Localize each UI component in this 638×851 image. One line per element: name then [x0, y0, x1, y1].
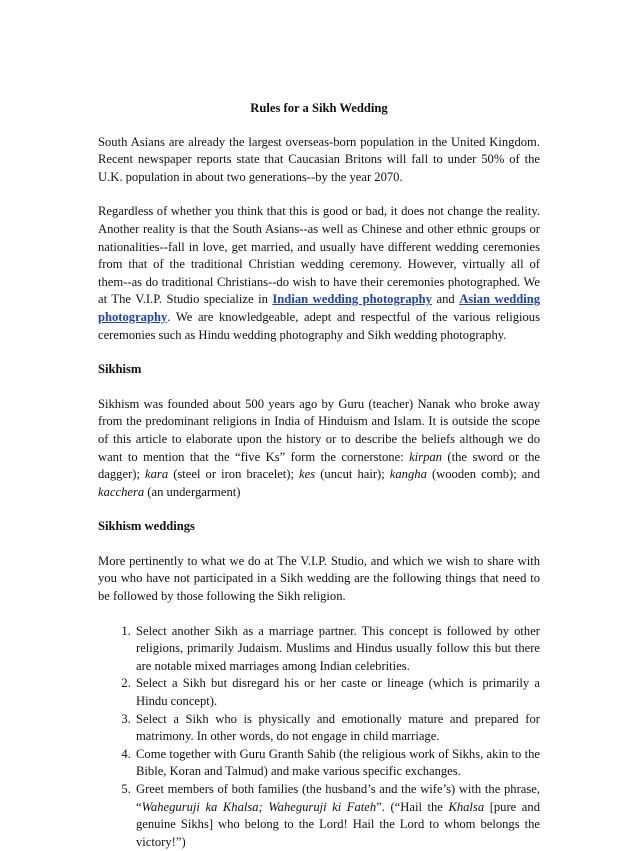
sikhism-text-c: (steel or iron bracelet); [168, 467, 300, 482]
studio-text-a: Regardless of whether you think that this is good or bad, it does not change the reality. Another reality is that the South Asians--as well as Chinese and other ethnic groups or nationalities--fall in love, get married, and usually have different wedding ceremonies from that of the traditional Christian wedding ceremony. However, virtually all of them--as do traditional Christians--do wish to have their ceremonies photographed. We at The V.I.P. Studio specialize in [98, 204, 540, 307]
term-kangha: kangha [389, 467, 427, 482]
sikhism-text-f: (an undergarment) [144, 484, 241, 499]
sikhism-text-a: Sikhism was founded about 500 years ago by Guru (teacher) Nanak who broke away from the predominant religions in India of Hinduism and Islam. It is outside the scope of this article to elaborate upon the history or to describe the beliefs although we do want to mention that the “five Ks” form the cornerstone: [98, 396, 540, 464]
sikhism-weddings-heading: Sikhism weddings [98, 519, 195, 534]
item5-text-a: Greet members of both families (the husband’s and the wife’s) with the phrase, “ [136, 782, 540, 814]
sikhism-text-e: (wooden comb); and [426, 467, 540, 482]
sikhism-text-d: (uncut hair); [315, 467, 390, 482]
list-item: 4. Come together with Guru Granth Sahib (the religious work of Sikhs, akin to the Bible, Koran and Talmud) and make various specific exchanges. [134, 746, 540, 781]
term-kes: kes [299, 467, 316, 482]
term-kacchera: kacchera [98, 484, 145, 499]
sikh-greeting-phrase: Waheguruji ka Khalsa; Waheguruji ki Fateh [141, 799, 377, 814]
asian-wedding-photography-link[interactable]: Asian wedding photography [98, 292, 540, 324]
studio-text-b: and [431, 292, 460, 307]
document-title: Rules for a Sikh Wedding [250, 101, 388, 115]
weddings-intro-paragraph: More pertinently to what we do at The V.I.P. Studio, and which we wish to share with you who have not participated in a Sikh wedding are the following things that need to be followed by those following the Sikh religion. [98, 553, 540, 604]
item5-text-c: [pure and genuine Sikhs] who belong to the Lord! Hail the Lord to whom belongs the victory!”) [136, 799, 540, 849]
indian-wedding-photography-link[interactable]: Indian wedding photography [272, 292, 432, 307]
list-item: 2. Select a Sikh but disregard his or her caste or lineage (which is primarily a Hindu concept). [134, 675, 540, 710]
studio-text-c: . We are knowledgeable, adept and respectful of the various religious ceremonies such as Hindu wedding photography and Sikh wedding photography. [98, 309, 540, 342]
item5-text-b: ”. (“Hail the [376, 799, 449, 814]
term-kirpan: kirpan [409, 449, 442, 464]
list-item: 1. Select another Sikh as a marriage partner. This concept is followed by other religions, primarily Judaism. Muslims and Hindus usually follow this but there are notable mixed marriages among Indian celebrities. [134, 623, 540, 676]
studio-paragraph [98, 203, 540, 344]
sikhism-paragraph [98, 396, 540, 502]
sikhism-text-b: (the sword or the dagger); [98, 449, 540, 482]
intro-paragraph: South Asians are already the largest overseas-born population in the United Kingdom. Recent newspaper reports state that Caucasian Britons will fall to under 50% of the U.K. population in about two generations--by the year 2070. [98, 134, 540, 184]
list-item: 3. Select a Sikh who is physically and emotionally mature and prepared for matrimony. In other words, do not engage in child marriage. [134, 711, 540, 746]
sikhism-heading: Sikhism [98, 362, 142, 377]
term-khalsa: Khalsa [448, 799, 485, 814]
list-item [134, 781, 540, 851]
wedding-rules-list [98, 623, 540, 851]
term-kara: kara [145, 467, 169, 482]
